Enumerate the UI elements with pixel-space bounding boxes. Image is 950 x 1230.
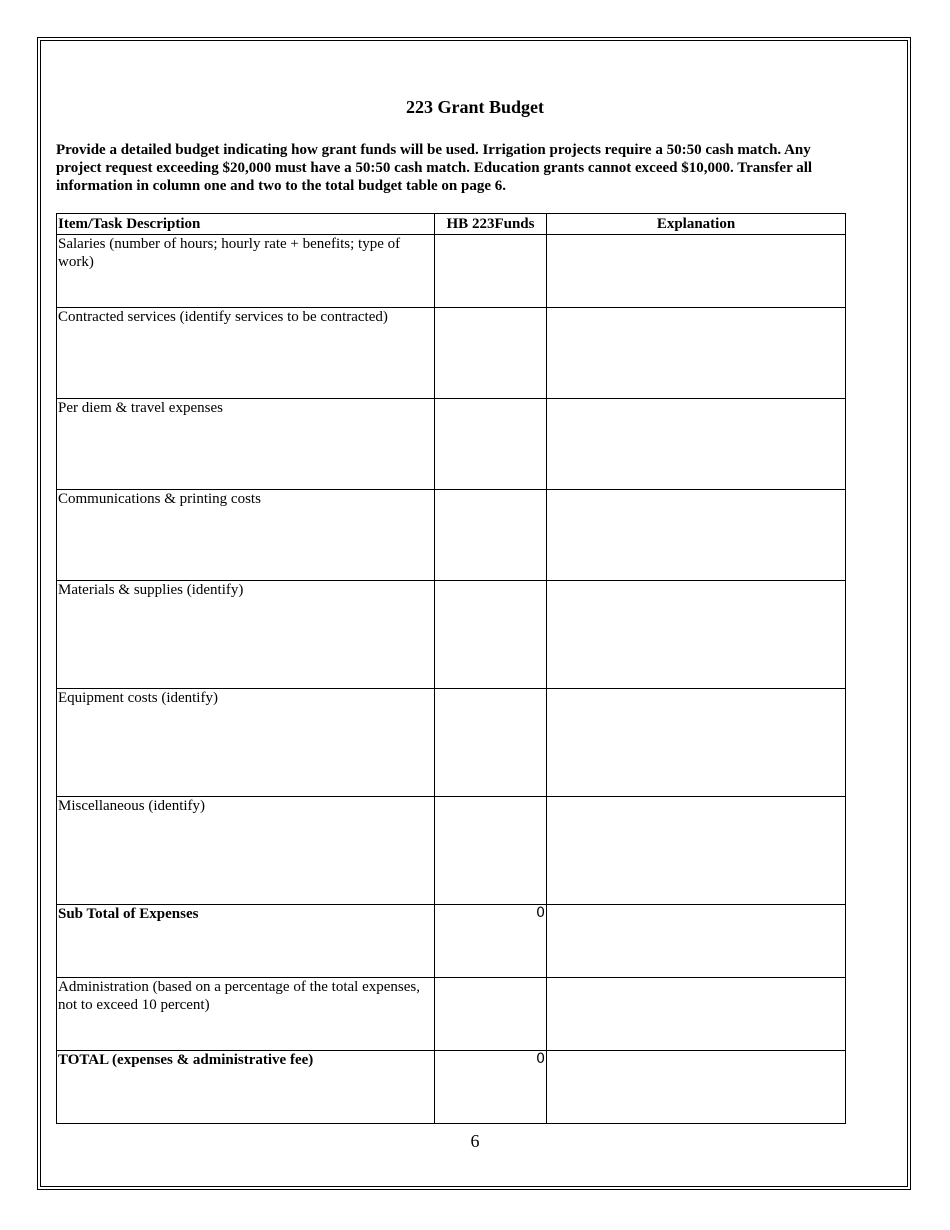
row-description: Per diem & travel expenses (57, 399, 435, 490)
explanation-cell[interactable] (547, 490, 846, 581)
row-description: Sub Total of Expenses (57, 905, 435, 978)
row-description: Equipment costs (identify) (57, 689, 435, 797)
funds-cell[interactable] (435, 235, 547, 308)
table-row-miscellaneous (57, 797, 846, 905)
row-description: Communications & printing costs (57, 490, 435, 581)
explanation-cell[interactable] (547, 399, 846, 490)
funds-cell[interactable] (435, 978, 547, 1051)
funds-cell[interactable] (435, 689, 547, 797)
page-title: 223 Grant Budget (405, 97, 544, 117)
row-description: Salaries (number of hours; hourly rate + benefits; type of work) (57, 235, 435, 308)
table-row-administration (57, 978, 846, 1051)
explanation-cell[interactable] (547, 978, 846, 1051)
explanation-cell[interactable] (547, 905, 846, 978)
header-explanation: Explanation (547, 214, 846, 235)
funds-cell[interactable]: 0 (435, 905, 547, 978)
explanation-cell[interactable] (547, 581, 846, 689)
header-item-description: Item/Task Description (57, 214, 435, 235)
funds-cell[interactable] (435, 490, 547, 581)
table-row-communications (57, 490, 846, 581)
row-description: Materials & supplies (identify) (57, 581, 435, 689)
row-description: TOTAL (expenses & administrative fee) (57, 1051, 435, 1124)
explanation-cell[interactable] (547, 797, 846, 905)
row-description: Contracted services (identify services to be contracted) (57, 308, 435, 399)
page-number: 6 (470, 1131, 480, 1151)
row-description: Administration (based on a percentage of the total expenses, not to exceed 10 percent) (57, 978, 435, 1051)
funds-cell[interactable] (435, 399, 547, 490)
explanation-cell[interactable] (547, 1051, 846, 1124)
funds-cell[interactable] (435, 308, 547, 399)
table-row-equipment (57, 689, 846, 797)
funds-cell[interactable]: 0 (435, 1051, 547, 1124)
table-row-materials (57, 581, 846, 689)
budget-table (56, 213, 846, 1124)
row-description: Miscellaneous (identify) (57, 797, 435, 905)
explanation-cell[interactable] (547, 235, 846, 308)
instructions-paragraph: Provide a detailed budget indicating how grant funds will be used. Irrigation projects require a 50:50 cash match. Any project request exceeding $20,000 must have a 50:50 cash match. Education grants cannot exceed $10,000. Transfer all information in column one and two to the total budget table on page 6. (56, 142, 813, 194)
table-row-subtotal (57, 905, 846, 978)
table-row-salaries (57, 235, 846, 308)
explanation-cell[interactable] (547, 689, 846, 797)
table-row-contracted-services (57, 308, 846, 399)
explanation-cell[interactable] (547, 308, 846, 399)
table-row-per-diem (57, 399, 846, 490)
table-header-row (57, 214, 846, 235)
funds-cell[interactable] (435, 797, 547, 905)
funds-cell[interactable] (435, 581, 547, 689)
table-row-total (57, 1051, 846, 1124)
header-hb223-funds: HB 223Funds (435, 214, 547, 235)
